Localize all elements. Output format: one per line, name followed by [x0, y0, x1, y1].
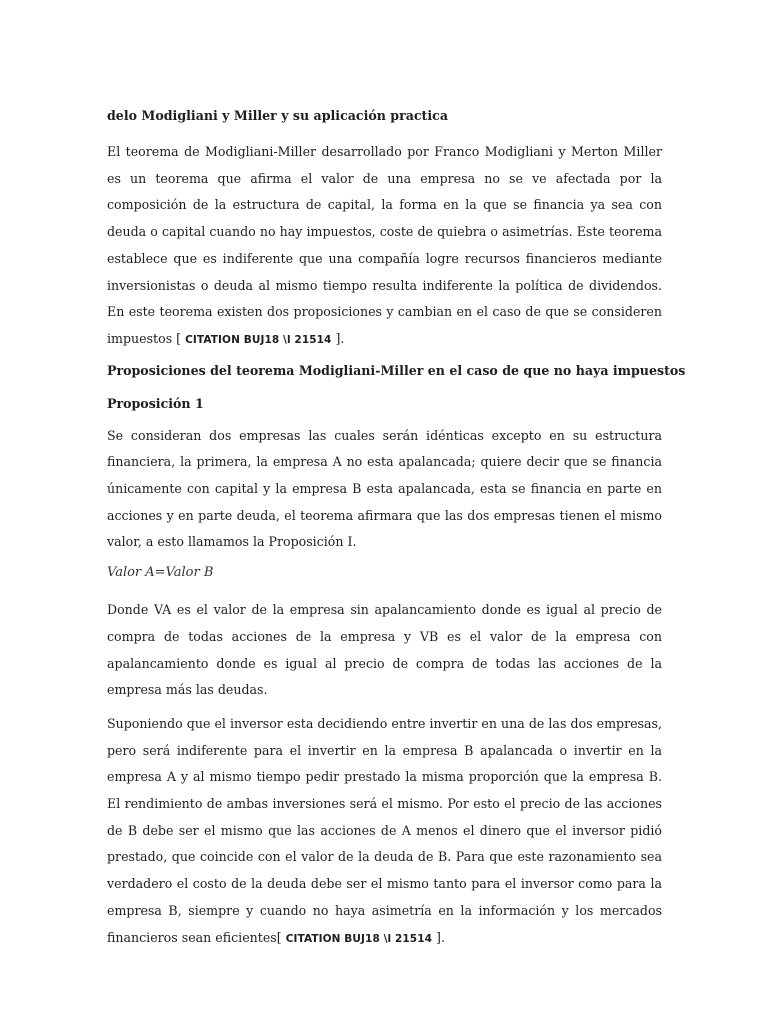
investor-text: Suponiendo que el inversor esta decidiendo entre invertir en una de las dos empresas, pero será indiferente para el invertir en la empresa B apalancada o invertir en la empresa A y al mismo tiempo pedir prestado la misma proporción que la empresa B. El rendimiento de ambas inversiones será el mismo. Por esto el precio de las acciones de B debe ser el mismo que las acciones de A menos el dinero que el inversor pidió prestado, que coincide con el valor de la deuda de B. Para que este razonamiento sea verdadero el costo de la deuda debe ser el mismo tanto para el inversor como para la empresa B, siempre y cuando no haya asimetría en la información y los mercados financieros sean eficientes[: [107, 715, 662, 945]
intro-text: El teorema de Modigliani-Miller desarrollado por Franco Modigliani y Merton Miller es un teorema que afirma el valor de una empresa no se ve afectada por la composición de la estructura de capital, la forma en la que se financia ya sea con deuda o capital cuando no hay impuestos, coste de quiebra o asimetrías. Este teorema establece que es indiferente que una compañía logre recursos financieros mediante inversionistas o deuda al mismo tiempo resulta indiferente la política de dividendos. En este teorema existen dos proposiciones y cambian en el caso de que se consideren impuestos [: [107, 144, 662, 346]
document-page: [107, 106, 686, 959]
proposition-heading: Proposición 1: [107, 395, 204, 411]
document-title: delo Modigliani y Miller y su aplicación practica: [107, 108, 448, 123]
formula: Valor A=Valor B: [107, 565, 214, 581]
investor-citation: CITATION BUJ18 \l 21514: [285, 932, 433, 945]
definition-paragraph: Donde VA es el valor de la empresa sin apalancamiento donde es igual al precio de compra de todas acciones de la empresa y VB es el valor de la empresa con apalancamiento donde es igual al precio de compra de todas las acciones de la empresa más las deudas.: [107, 602, 662, 698]
intro-paragraph: [107, 139, 662, 354]
section-heading: Proposiciones del teorema Modigliani-Miller en el caso de que no haya impuestos: [107, 362, 686, 378]
investor-paragraph: [107, 711, 662, 952]
investor-citation-close: ].: [436, 929, 445, 945]
intro-citation: CITATION BUJ18 \l 21514: [185, 333, 332, 346]
proposition-paragraph: Se consideran dos empresas las cuales serán idénticas excepto en su estructura financiera, la primera, la empresa A no esta apalancada; quiere decir que se financia únicamente con capital y la empresa B esta apalancada, esta se financia en parte en acciones y en parte deuda, el teorema afirmara que las dos empresas tienen el mismo valor, a esto llamamos la Proposición I.: [107, 427, 662, 550]
intro-citation-close: ].: [335, 330, 345, 346]
